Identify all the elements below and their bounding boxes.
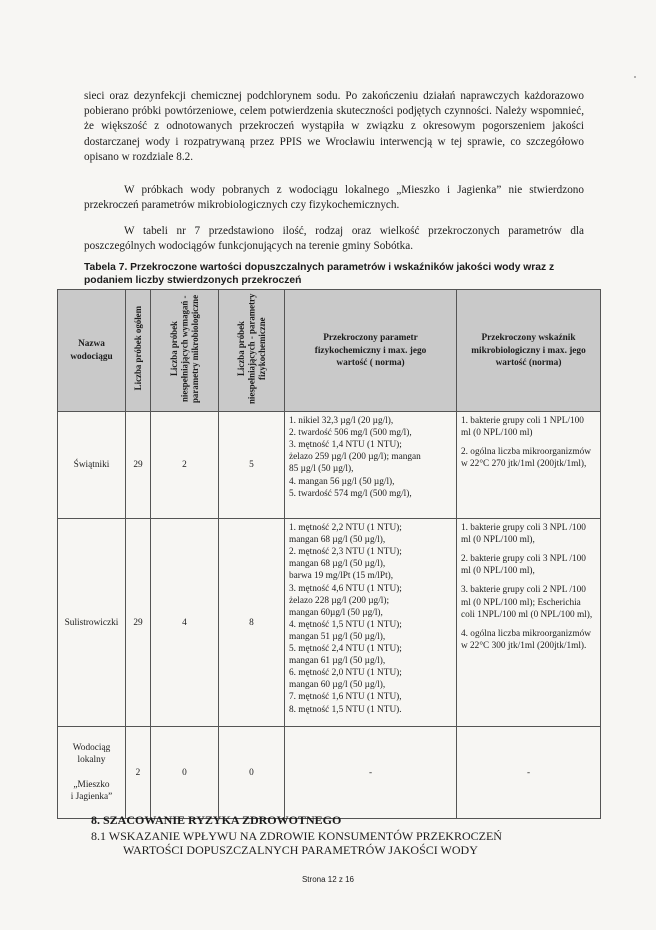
row-name: Wodociąg lokalny „Mieszko i Jagienka”: [58, 727, 126, 819]
list-item: mangan 51 µg/l (50 µg/l),: [289, 631, 386, 642]
row-indicators: [457, 412, 601, 519]
header-total-samples: Liczba próbek ogółem: [126, 290, 151, 412]
indicator-list: [461, 522, 596, 652]
row-name: Świątniki: [58, 412, 126, 519]
scan-artifact: [634, 76, 636, 78]
row-indicators: [457, 519, 601, 727]
list-item: 4. mętność 1,5 NTU (1 NTU);: [289, 619, 402, 630]
list-item: 2. twardość 506 mg/l (500 mg/l),: [289, 428, 412, 439]
paragraph-table-intro: W tabeli nr 7 przedstawiono ilość, rodzaj oraz wielkość przekroczonych parametrów dla poszczególnych wodociągów funkcjonujących na terenie gminy Sobótka.: [84, 225, 584, 253]
list-item: mangan 68 µg/l (50 µg/l),: [289, 535, 386, 546]
row-physchem: 5: [219, 412, 285, 519]
table-row: [58, 519, 601, 727]
page-number: Strona 12 z 16: [301, 875, 355, 884]
list-item: 6. mętność 2,0 NTU (1 NTU);: [289, 668, 402, 679]
list-item: 3. mętność 1,4 NTU (1 NTU);: [289, 440, 402, 451]
list-item: 7. mętność 1,6 NTU (1 NTU),: [289, 692, 402, 703]
row-physchem: 8: [219, 519, 285, 727]
header-exceeded-parameter: Przekroczony parametr fizykochemiczny i max. jego wartość ( norma): [285, 290, 457, 412]
list-item: 1. bakterie grupy coli 3 NPL /100 ml (0 NPL/100 ml),: [461, 523, 586, 546]
list-item: mangan 68 µg/l (50 µg/l),: [289, 559, 386, 570]
row-micro: 2: [151, 412, 219, 519]
list-item: 1. bakterie grupy coli 1 NPL/100 ml (0 NPL/100 ml): [461, 416, 584, 439]
list-item: 3. mętność 4,6 NTU (1 NTU);: [289, 583, 402, 594]
table-row: [58, 412, 601, 519]
header-exceeded-indicator: Przekroczony wskaźnik mikrobiologiczny i max. jego wartość (norma): [457, 290, 601, 412]
row-indicators: -: [457, 727, 601, 819]
list-item: 4. ogólna liczba mikroorganizmów w 22°C 300 jtk/1ml (200jtk/1ml).: [461, 628, 591, 651]
indicator-list: [461, 415, 596, 470]
paragraph-mieszko-jagienka: W próbkach wody pobranych z wodociągu lokalnego „Mieszko i Jagienka” nie stwierdzono przekroczeń parametrów mikrobiologicznych czy fizykochemicznych.: [84, 184, 584, 212]
list-item: mangan 61 µg/l (50 µg/l),: [289, 656, 386, 667]
list-item: 8. mętność 1,5 NTU (1 NTU).: [289, 704, 402, 715]
row-total: 29: [126, 519, 151, 727]
section-heading-8-1: 8.1 WSKAZANIE WPŁYWU NA ZDROWIE KONSUMENTÓW PRZEKROCZEŃ WARTOŚCI DOPUSZCZALNYCH PARAMETRÓW JAKOŚCI WODY: [91, 829, 502, 857]
list-item: 85 µg/l (50 µg/l),: [289, 464, 354, 475]
table-row: [58, 727, 601, 819]
list-item: 2. ogólna liczba mikroorganizmów w 22°C 270 jtk/1ml (200jtk/1ml),: [461, 447, 591, 470]
list-item: 2. mętność 2,3 NTU (1 NTU);: [289, 547, 402, 558]
list-item: mangan 60µg/l (50 µg/l),: [289, 607, 383, 618]
list-item: 2. bakterie grupy coli 3 NPL /100 ml (0 NPL/100 ml),: [461, 554, 586, 577]
list-item: żelazo 259 µg/l (200 µg/l); mangan: [289, 452, 421, 463]
parameter-list: [289, 415, 452, 500]
paragraph-disinfection: sieci oraz dezynfekcji chemicznej podchlorynem sodu. Po zakończeniu działań naprawczych każdorazowo pobierano próbki powtórzeniowe, celem potwierdzenia skuteczności podjętych czynności. Należy wspomnieć, że większość z odnotowanych przekroczeń wystąpiła w związku z okresowym pogorszeniem jakości dostarczanej wody i rozpatrywaną przez PPIS we Wrocławiu interwencją w tej sprawie, co szczegółowo opisano w rozdziale 8.2.: [84, 90, 584, 163]
row-parameters: -: [285, 727, 457, 819]
header-name: Nazwa wodociągu: [58, 290, 126, 412]
list-item: 4. mangan 56 µg/l (50 µg/l),: [289, 476, 395, 487]
row-total: 29: [126, 412, 151, 519]
row-name: Sulistrowiczki: [58, 519, 126, 727]
list-item: 1. nikiel 32,3 µg/l (20 µg/l),: [289, 416, 394, 427]
list-item: 5. mętność 2,4 NTU (1 NTU);: [289, 644, 402, 655]
list-item: barwa 19 mg/lPt (15 m/lPt),: [289, 571, 394, 582]
header-micro-failures: Liczba próbek niespełniających wymagań -parametry mikrobiologiczne: [151, 290, 219, 412]
header-physchem-failures: Liczba próbek niespełniających - parametry fizykochemiczne: [219, 290, 285, 412]
row-parameters: [285, 519, 457, 727]
row-total: 2: [126, 727, 151, 819]
list-item: żelazo 228 µg/l (200 µg/l);: [289, 595, 390, 606]
list-item: mangan 60 µg/l (50 µg/l),: [289, 680, 386, 691]
row-micro: 4: [151, 519, 219, 727]
exceedances-table: [57, 289, 601, 819]
row-parameters: [285, 412, 457, 519]
row-physchem: 0: [219, 727, 285, 819]
section-heading-8: 8. SZACOWANIE RYZYKA ZDROWOTNEGO: [91, 813, 342, 827]
list-item: 1. mętność 2,2 NTU (1 NTU);: [289, 523, 402, 534]
list-item: 5. twardość 574 mg/l (500 mg/l),: [289, 488, 412, 499]
list-item: 3. bakterie grupy coli 2 NPL /100 ml (0 NPL/100 ml); Escherichia coli 1NPL/100 ml (0 NPL/100 ml),: [461, 585, 593, 620]
row-micro: 0: [151, 727, 219, 819]
parameter-list: [289, 522, 452, 716]
table-header-row: [58, 290, 601, 412]
table-caption: Tabela 7. Przekroczone wartości dopuszczalnych parametrów i wskaźników jakości wody wraz z podaniem liczby stwierdzonych przekroczeń: [84, 262, 555, 286]
